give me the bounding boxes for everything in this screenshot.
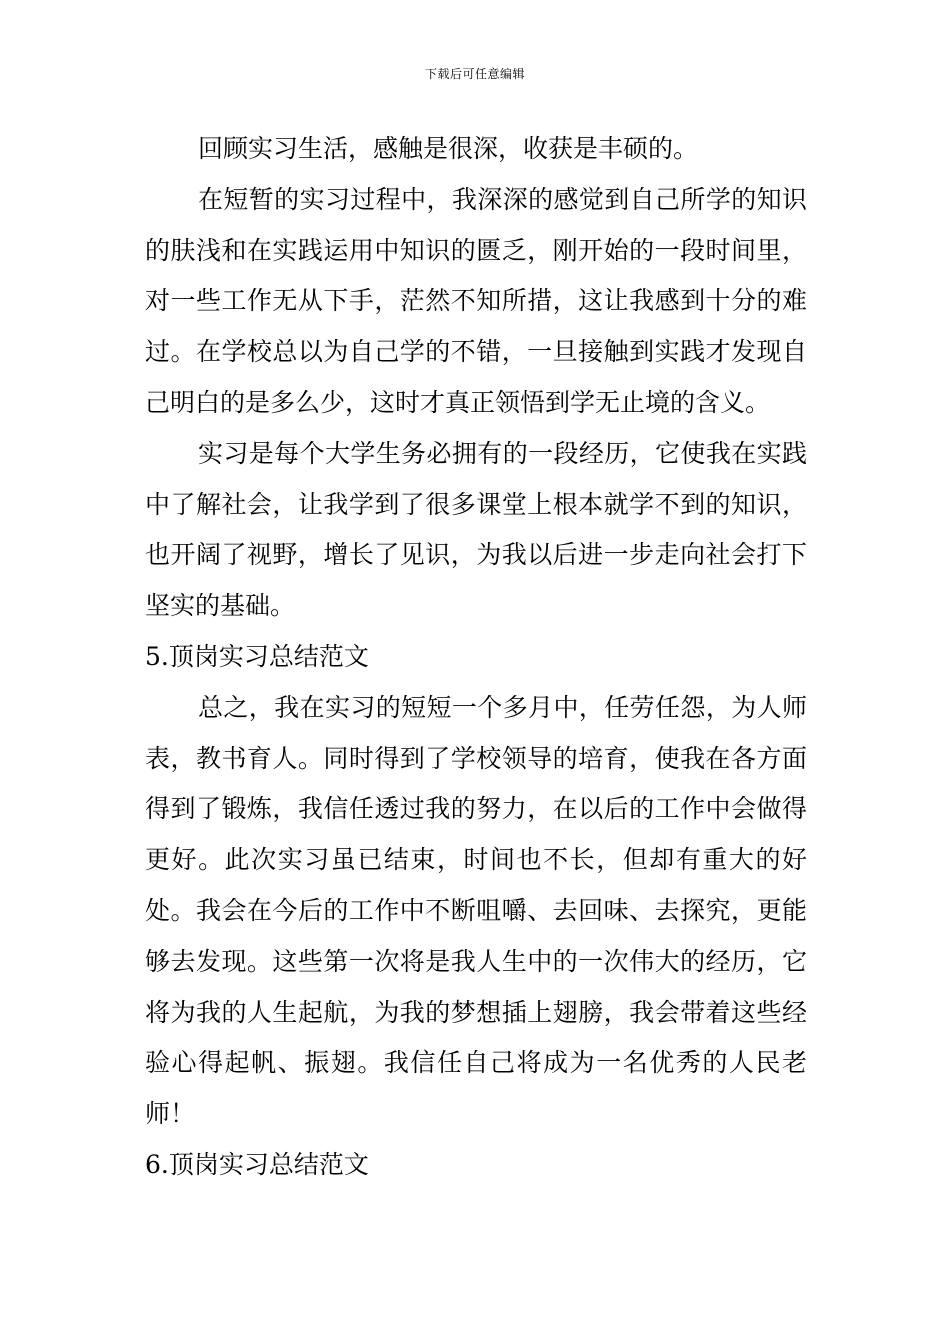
- paragraph-reflection-intro: 回顾实习生活，感触是很深，收获是丰硕的。: [198, 134, 699, 163]
- section-heading-5: 5.顶岗实习总结范文: [145, 641, 369, 671]
- document-body: [145, 124, 807, 1191]
- paragraph-knowledge-gap: 在短暂的实习过程中，我深深的感觉到自己所学的知识的肤浅和在实践运用中知识的匮乏，刚开始的一段时间里，对一些工作无从下手，茫然不知所措，这让我感到十分的难过。在学校总以为自己学的不错，一旦接触到实践才发现自己明白的是多么少，这时才真正领悟到学无止境的含义。: [145, 184, 807, 417]
- paragraph-internship-value: 实习是每个大学生务必拥有的一段经历，它使我在实践中了解社会，让我学到了很多课堂上根本就学不到的知识，也开阔了视野，增长了见识，为我以后进一步走向社会打下坚实的基础。: [145, 438, 807, 621]
- section-heading-6: 6.顶岗实习总结范文: [145, 1149, 369, 1179]
- header-note: 下载后可任意编辑: [424, 67, 525, 81]
- paragraph-summary: 总之，我在实习的短短一个多月中，任劳任怨，为人师表，教书育人。同时得到了学校领导的培育，使我在各方面得到了锻炼，我信任透过我的努力，在以后的工作中会做得更好。此次实习虽已结束，时间也不长，但却有重大的好处。我会在今后的工作中不断咀嚼、去回味、去探究，更能够去发现。这些第一次将是我人生中的一次伟大的经历，它将为我的人生起航，为我的梦想插上翅膀，我会带着这些经验心得起帆、振翅。我信任自己将成为一名优秀的人民老师！: [145, 692, 807, 1129]
